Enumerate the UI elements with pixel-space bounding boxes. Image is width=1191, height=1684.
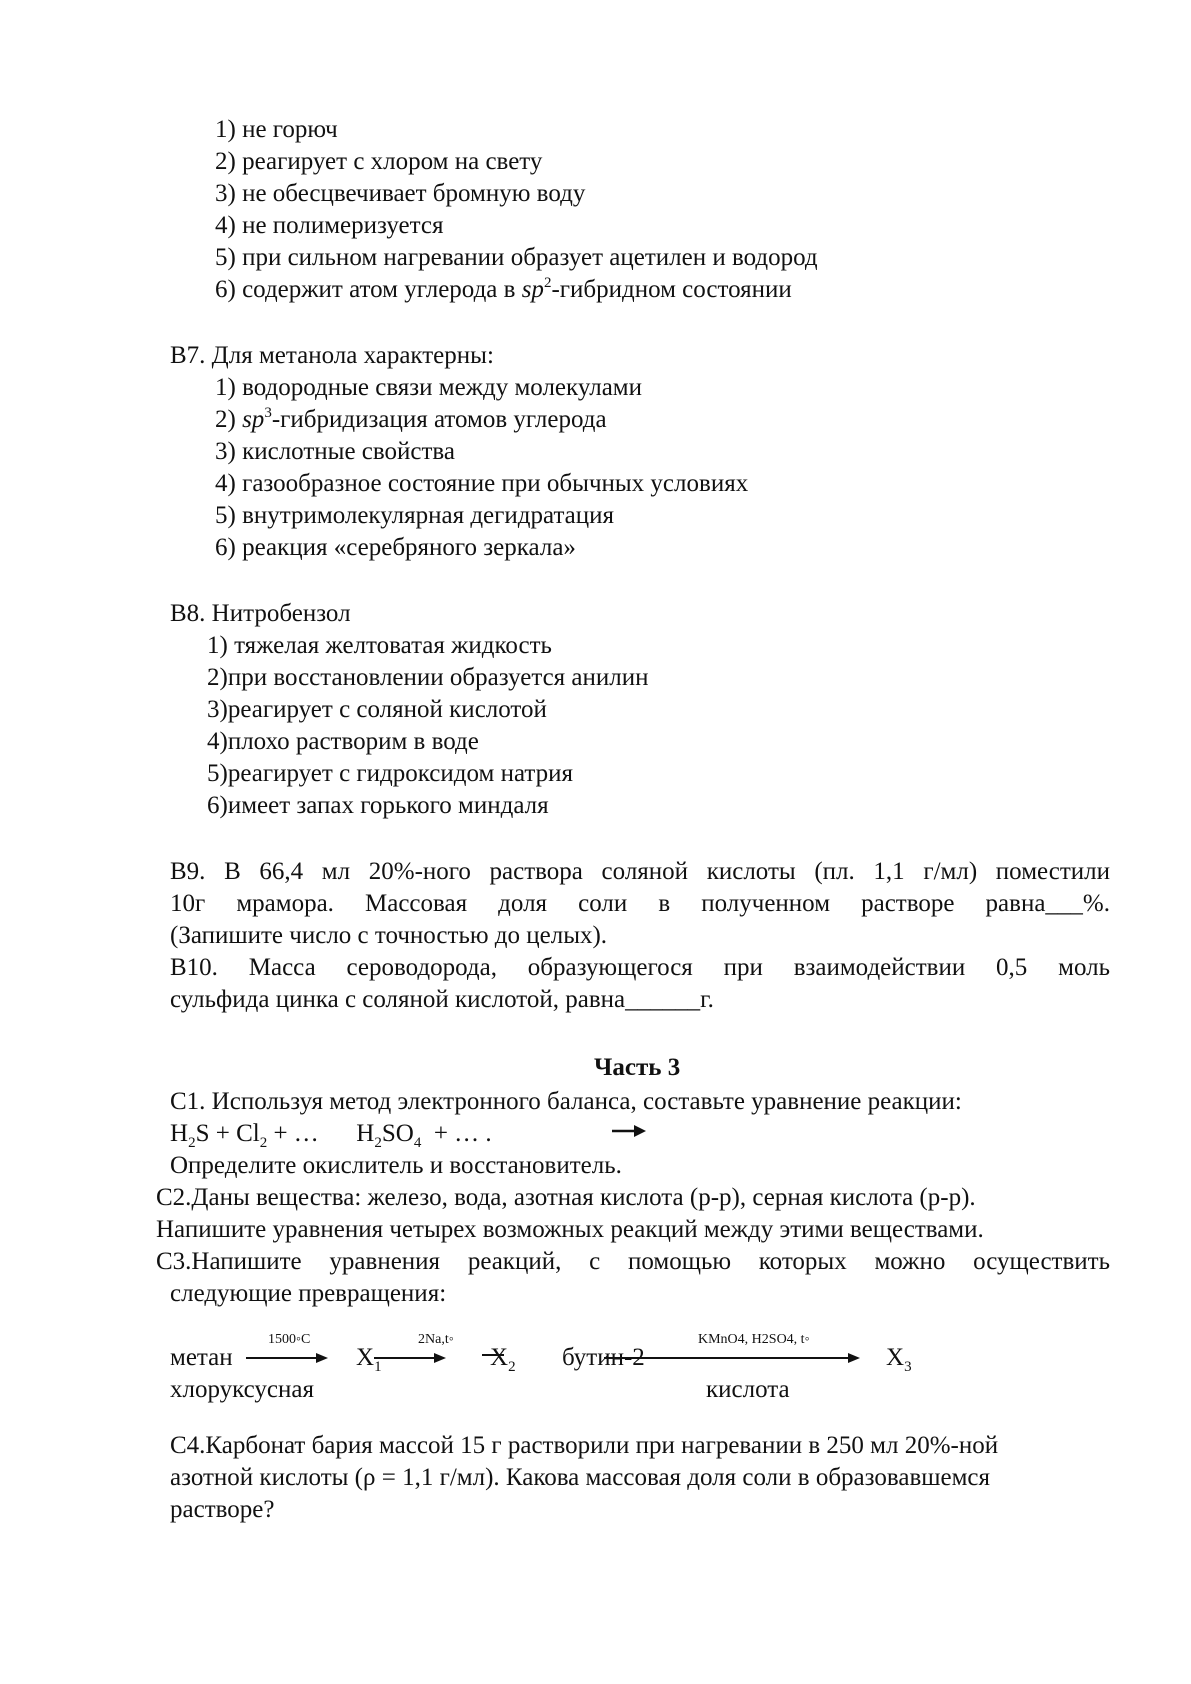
b9-line-2: 10г мрамора. Массовая доля соли в полученном растворе равна___%. (170, 890, 1110, 917)
c1-reaction-arrow (612, 1124, 646, 1138)
c3-line-1: С3.Напишите уравнения реакций, с помощью которых можно осуществить (156, 1248, 1110, 1275)
chain-condition-3: KMnO4, H2SO4, t◦ (698, 1332, 810, 1347)
c2-line-2: Напишите уравнения четырех возможных реакций между этими веществами. (156, 1216, 984, 1243)
b7-option-1: 1) водородные связи между молекулами (215, 374, 642, 401)
b10-line-1: В10. Масса сероводорода, образующегося при взаимодействии 0,5 моль (170, 954, 1110, 981)
chain-chloroacetic-1: хлоруксусная (170, 1376, 315, 1403)
b8-option-2: 2)при восстановлении образуется анилин (207, 664, 649, 691)
b6-option-3: 3) не обесцвечивает бромную воду (215, 180, 586, 207)
b8-title: В8. Нитробензол (170, 600, 351, 627)
chain-x2: $X_2$ (490, 1344, 516, 1375)
chain-arrow-3 (604, 1351, 860, 1365)
chain-x1: $X_1$ (356, 1344, 382, 1375)
b8-option-5: 5)реагирует с гидроксидом натрия (207, 760, 574, 787)
chain-metan: метан (170, 1344, 233, 1371)
chain-x3: $X_3$ (886, 1344, 912, 1375)
chain-arrow-2 (374, 1351, 446, 1365)
c2-line-1: С2.Даны вещества: железо, вода, азотная кислота (р-р), серная кислота (р-р). (156, 1184, 976, 1211)
b6-option-5: 5) при сильном нагревании образует ацетилен и водород (215, 244, 818, 271)
chain-arrow-1 (246, 1351, 328, 1365)
b6-option-1: 1) не горюч (215, 116, 338, 143)
b9-line-1: В9. В 66,4 мл 20%-ного раствора соляной кислоты (пл. 1,1 г/мл) поместили (170, 858, 1110, 885)
b8-option-6: 6)имеет запах горького миндаля (207, 792, 549, 819)
chain-butin: бутин-2 (562, 1344, 645, 1371)
chain-chloroacetic-2: кислота (706, 1376, 790, 1403)
b6-option-6: 6) содержит атом углерода в $sp^2$-гибридном состоянии (215, 275, 792, 303)
c4-line-1: С4.Карбонат бария массой 15 г растворили при нагревании в 250 мл 20%-ной (170, 1432, 999, 1459)
b7-option-4: 4) газообразное состояние при обычных условиях (215, 470, 749, 497)
b8-option-4: 4)плохо растворим в воде (207, 728, 479, 755)
b7-option-2: 2) $sp^3$-гибридизация атомов углерода (215, 405, 607, 433)
b10-line-2: сульфида цинка с соляной кислотой, равна______г. (170, 986, 714, 1013)
b7-title: В7. Для метанола характерны: (170, 342, 494, 369)
c3-line-2: следующие превращения: (170, 1280, 447, 1307)
b6-option-2: 2) реагирует с хлором на свету (215, 148, 543, 175)
c4-line-3: растворе? (170, 1496, 275, 1523)
c1-equation: $H_2S + Cl_2$ + … $H_2SO_4$ + … . (170, 1120, 492, 1151)
b8-option-1: 1) тяжелая желтоватая жидкость (207, 632, 552, 659)
c1-line-1: С1. Используя метод электронного баланса, составьте уравнение реакции: (170, 1088, 962, 1115)
b9-line-3: (Запишите число с точностью до целых). (170, 922, 608, 949)
c1-line-3: Определите окислитель и восстановитель. (170, 1152, 622, 1179)
b7-option-5: 5) внутримолекулярная дегидратация (215, 502, 615, 529)
b8-option-3: 3)реагирует с соляной кислотой (207, 696, 547, 723)
b7-option-3: 3) кислотные свойства (215, 438, 455, 465)
b7-option-6: 6) реакция «серебряного зеркала» (215, 534, 576, 561)
c4-line-2: азотной кислоты (ρ = 1,1 г/мл). Какова массовая доля соли в образовавшемся (170, 1464, 991, 1491)
chain-condition-2: 2Na,t◦ (418, 1332, 454, 1347)
chain-strike-x2 (482, 1343, 504, 1367)
b6-option-4: 4) не полимеризуется (215, 212, 444, 239)
part3-title: Часть 3 (594, 1054, 681, 1081)
chain-condition-1: 1500◦С (268, 1332, 311, 1347)
